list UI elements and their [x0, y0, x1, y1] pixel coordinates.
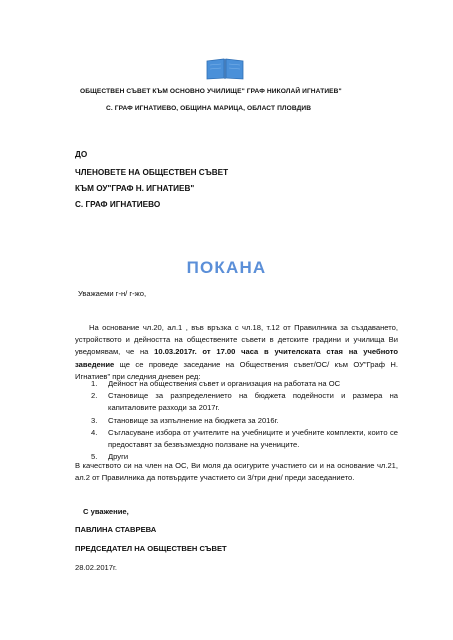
addressee-village: С. ГРАФ ИГНАТИЕВО [75, 200, 161, 209]
agenda-item [91, 378, 398, 390]
addressee-members: ЧЛЕНОВЕТЕ НА ОБЩЕСТВЕН СЪВЕТ [75, 168, 229, 177]
agenda-list [91, 378, 398, 463]
agenda-item [91, 415, 398, 427]
intro-paragraph [75, 322, 398, 383]
document-date: 28.02.2017г. [75, 563, 117, 572]
book-logo-icon [205, 58, 245, 80]
salutation: Уважаеми г-н/ г-жо, [78, 289, 147, 298]
agenda-item-text: Съгласуване избора от учителите на учебниците и учебните комплекти, които се предоставят за безвъзмездно ползване на учениците. [108, 427, 398, 450]
invitation-title: ПОКАНА [186, 258, 267, 277]
intro-text-start: На основание чл.20, ал.1 , във връзка с чл.18, т.12 от Правилника за създаването, устройството и дейността на обществените съвети в детските градини и училища Ви уведомявам, че на [75, 323, 398, 357]
meeting-datetime-location: 10.03.2017г. от 17.00 часа в учителската стая на учебното заведение [75, 347, 399, 369]
signatory-position: ПРЕДСЕДАТЕЛ НА ОБЩЕСТВЕН СЪВЕТ [75, 544, 227, 553]
agenda-item-number: 4. [91, 427, 98, 437]
agenda-item [91, 427, 398, 451]
closing-paragraph: В качеството си на член на ОС, Ви моля да осигурите участието си и на основание чл.21, ал.2 от Правилника да потвърдите участието си 3/три дни/ преди заседанието. [75, 461, 398, 483]
header-address: С. ГРАФ ИГНАТИЕВО, ОБЩИНА МАРИЦА, ОБЛАСТ ПЛОВДИВ [106, 105, 312, 112]
addressee-to: ДО [75, 150, 88, 159]
agenda-item-text: Други [108, 452, 129, 462]
agenda-item-number: 3. [91, 415, 98, 425]
regards: С уважение, [83, 507, 129, 516]
agenda-item-number: 1. [91, 379, 98, 388]
header-organization: ОБЩЕСТВЕН СЪВЕТ КЪМ ОСНОВНО УЧИЛИЩЕ" ГРАФ НИКОЛАЙ ИГНАТИЕВ" [80, 88, 342, 95]
agenda-item-text: Становище за разпределението на бюджета подейности и размера на капиталовите разходи за 2017г. [108, 391, 398, 413]
agenda-item-number: 5. [91, 452, 98, 462]
agenda-item-text: Становище за изпълнение на бюджета за 2016г. [108, 415, 279, 425]
intro-text-end: ще се проведе заседание на Обществения съвет/ОС/ към ОУ"Граф Н. Игнатиев" при следния дневен ред: [75, 359, 398, 381]
agenda-item-number: 2. [91, 391, 98, 401]
signatory-name: ПАВЛИНА СТАВРЕВА [75, 525, 157, 534]
addressee-school: КЪМ ОУ"ГРАФ Н. ИГНАТИЕВ" [75, 184, 195, 193]
agenda-item [91, 390, 398, 414]
agenda-item-text: Дейност на обществения съвет и организация на работата на ОС [108, 379, 341, 388]
